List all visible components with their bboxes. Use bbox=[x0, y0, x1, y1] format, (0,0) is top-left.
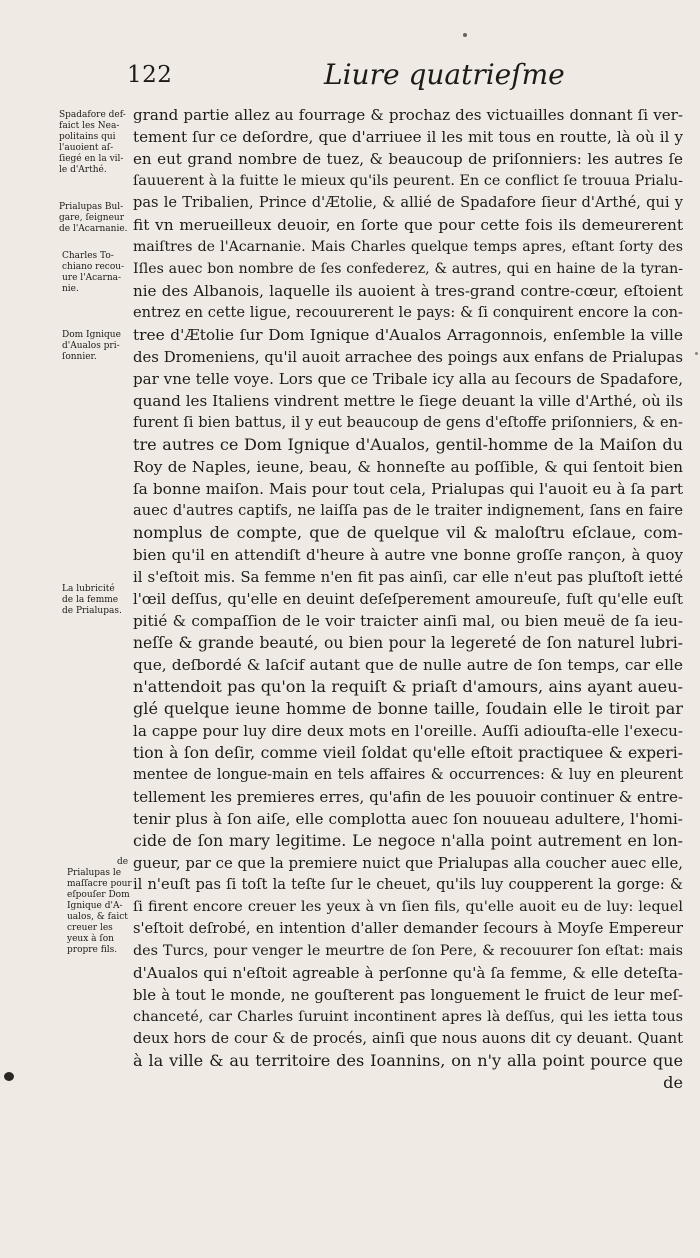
margin-note bbox=[117, 857, 128, 868]
margin-note-line: propre fils. bbox=[67, 945, 118, 955]
text-line: bien qu'il en attendiſt d'heure à autre vne bonne groſſe rançon, à quoy bbox=[133, 546, 683, 564]
text-line: n'attendoit pas qu'on la requiſt & priaſt d'amours, ains ayant aueu- bbox=[133, 677, 683, 696]
text-line: deux hors de cour & de procés, ainſi que nous auons dit cy deuant. Quant bbox=[133, 1030, 683, 1047]
margin-note-line: chiano recou- bbox=[62, 262, 125, 272]
margin-note-line: yeux à ſon bbox=[67, 934, 114, 944]
text-line: tement ſur ce deſordre, que d'arriuee il les mit tous en routte, là où il y bbox=[133, 128, 683, 146]
text-line: des Dromeniens, qu'il auoit arrachee des poings aux enfans de Prialupas bbox=[133, 348, 683, 366]
text-line: tion à ſon deſir, comme vieil ſoldat qu'elle eſtoit practiquee & experi- bbox=[133, 744, 683, 762]
margin-note-line: de Prialupas. bbox=[62, 606, 122, 616]
text-line: des Turcs, pour venger le meurtre de ſon Pere, & recouurer ſon eſtat: mais bbox=[133, 943, 683, 959]
margin-note-line: La lubricité bbox=[62, 584, 115, 594]
text-line: entrez en cette ligue, recouurerent le pays: & ſi conquirent encore la con- bbox=[133, 304, 683, 321]
text-line: d'Aualos qui n'eſtoit agreable à perſonne qu'à ſa femme, & elle deteſta- bbox=[133, 964, 683, 982]
margin-note-line: d'Aualos pri- bbox=[62, 341, 120, 351]
margin-note-line: Prialupas Bul- bbox=[59, 202, 124, 212]
margin-note-line: de bbox=[117, 857, 129, 867]
margin-note-line: ualos, & faict bbox=[67, 912, 128, 922]
text-line: neſſe & grande beauté, ou bien pour la legereté de ſon naturel lubri- bbox=[133, 634, 683, 652]
text-line: maiſtres de l'Acarnanie. Mais Charles quelque temps apres, eſtant ſorty des bbox=[133, 239, 683, 255]
text-line: tenir plus à ſon aiſe, elle complotta auec ſon nouueau adultere, l'homi- bbox=[133, 810, 683, 828]
text-line: tre autres ce Dom Ignique d'Aualos, gentil-homme de la Maiſon du bbox=[133, 435, 683, 454]
margin-notes bbox=[0, 0, 130, 1258]
text-line: mentee de longue-main en tels affaires & occurrences: & luy en pleurent bbox=[133, 766, 683, 783]
text-line: que, deſbordé & laſcif autant que de nulle autre de ſon temps, car elle bbox=[133, 656, 683, 674]
text-line: ble à tout le monde, ne gouſterent pas longuement le fruict de leur meſ- bbox=[133, 986, 683, 1004]
margin-note-line: Prialupas le bbox=[67, 868, 122, 878]
margin-note-line: l'auoient aſ- bbox=[59, 143, 114, 153]
text-line: gueur, par ce que la premiere nuict que Prialupas alla coucher auec elle, bbox=[133, 854, 683, 872]
text-line: pas le Tribalien, Prince d'Ætolie, & allié de Spadafore ſieur d'Arthé, qui y bbox=[133, 194, 683, 211]
margin-note-line: Ignique d'A- bbox=[67, 901, 123, 911]
margin-note bbox=[59, 202, 128, 235]
margin-note-line: politains qui bbox=[59, 132, 116, 142]
text-line: il s'eſtoit mis. Sa femme n'en fit pas ainſi, car elle n'eut pas pluſtoſt ietté bbox=[133, 568, 683, 586]
text-line: cide de ſon mary legitime. Le negoce n'alla point autrement en lon- bbox=[133, 831, 683, 850]
margin-note-line: ſonnier. bbox=[62, 352, 97, 362]
text-line: il n'euſt pas ſi toſt la teſte ſur le cheuet, qu'ils luy coupperent la gorge: & bbox=[133, 876, 683, 893]
margin-note-line: de la femme bbox=[62, 595, 119, 605]
text-line: tree d'Ætolie ſur Dom Ignique d'Aualos Arragonnois, enſemble la ville bbox=[133, 326, 683, 344]
text-line: furent ſi bien battus, il y eut beaucoup de gens d'eſtoffe priſonniers, & en- bbox=[133, 414, 683, 431]
margin-note-line: Dom Ignique bbox=[62, 330, 121, 340]
text-line: fit vn merueilleux deuoir, en ſorte que pour cette fois ils demeurerent bbox=[133, 216, 683, 234]
margin-note-line: faict les Nea- bbox=[59, 121, 120, 131]
catchword: de bbox=[663, 1073, 683, 1092]
margin-note-line: nie. bbox=[62, 284, 79, 294]
ink-dot bbox=[463, 33, 467, 37]
text-line: en eut grand nombre de tuez, & beaucoup de priſonniers: les autres ſe bbox=[133, 150, 683, 168]
text-line: grand partie allez au fourrage & prochaz des victuailles donnant ſi ver- bbox=[133, 106, 683, 124]
text-line: ſi firent encore creuer les yeux à vn ſien fils, qu'elle auoit eu de luy: lequel bbox=[133, 899, 683, 915]
margin-note bbox=[62, 584, 122, 617]
margin-note-line: Spadafore def- bbox=[59, 110, 126, 120]
body-text bbox=[133, 104, 683, 1094]
text-line: quand les Italiens vindrent mettre le ſiege deuant la ville d'Arthé, où ils bbox=[133, 392, 683, 410]
text-line: Roy de Naples, ieune, beau, & honneſte au poſſible, & qui ſentoit bien bbox=[133, 458, 683, 476]
text-line: auec d'autres captifs, ne laiſſa pas de le traiter indignement, ſans en faire bbox=[133, 502, 683, 519]
margin-note-line: maſſacre pour bbox=[67, 879, 132, 889]
margin-note-line: eſpouſer Dom bbox=[67, 890, 130, 900]
margin-note bbox=[62, 330, 121, 363]
page-number: 122 bbox=[127, 62, 173, 88]
text-line: glé quelque ieune homme de bonne taille, ſoudain elle le tiroit par bbox=[133, 699, 683, 718]
margin-note bbox=[62, 251, 124, 295]
margin-note bbox=[67, 868, 132, 956]
text-line: s'eſtoit deſrobé, en intention d'aller demander ſecours à Moyſe Empereur bbox=[133, 920, 683, 937]
text-line: l'œil deſſus, qu'elle en deuint deſeſperement amoureuſe, fuſt qu'elle euſt bbox=[133, 590, 683, 608]
margin-note-line: ure l'Acarna- bbox=[62, 273, 122, 283]
text-line: par vne telle voye. Lors que ce Tribale icy alla au ſecours de Spadafore, bbox=[133, 370, 683, 388]
margin-note-line: ſiegé en la vil- bbox=[59, 154, 124, 164]
text-line: ſauuerent à la fuitte le mieux qu'ils peurent. En ce conflict ſe trouua Prialu- bbox=[133, 173, 683, 189]
ink-smudge bbox=[4, 1072, 14, 1081]
text-line: tellement les premieres erres, qu'afin de les pouuoir continuer & entre- bbox=[133, 788, 683, 806]
margin-note-line: le d'Arthé. bbox=[59, 165, 107, 175]
text-line: pitié & compaſſion de le voir traicter ainſi mal, ou bien meuë de ſa ieu- bbox=[133, 612, 683, 630]
text-line: la cappe pour luy dire deux mots en l'oreille. Auſſi adiouſta-elle l'execu- bbox=[133, 722, 683, 740]
margin-note bbox=[59, 110, 126, 176]
text-line: ſa bonne maiſon. Mais pour tout cela, Prialupas qui l'auoit eu à ſa part bbox=[133, 480, 683, 498]
margin-note-line: gare, ſeigneur bbox=[59, 213, 124, 223]
text-line: nie des Albanois, laquelle ils auoient à tres-grand contre-cœur, eſtoient bbox=[133, 282, 683, 300]
text-line: Iſles auec bon nombre de ſes confederez, & autres, qui en haine de la tyran- bbox=[133, 261, 683, 277]
running-title: Liure quatrieſme bbox=[324, 58, 565, 91]
text-line: chanceté, car Charles ſuruint incontinent apres là deſſus, qui les ietta tous bbox=[133, 1009, 683, 1025]
text-line: à la ville & au territoire des Ioannins, on n'y alla point pource que bbox=[133, 1051, 683, 1070]
text-line: nomplus de compte, que de quelque vil & maloſtru eſclaue, com- bbox=[133, 523, 683, 542]
margin-note-line: de l'Acarnanie. bbox=[59, 224, 128, 234]
margin-note-line: Charles To- bbox=[62, 251, 114, 261]
margin-note-line: creuer les bbox=[67, 923, 113, 933]
ink-dot bbox=[695, 352, 698, 355]
